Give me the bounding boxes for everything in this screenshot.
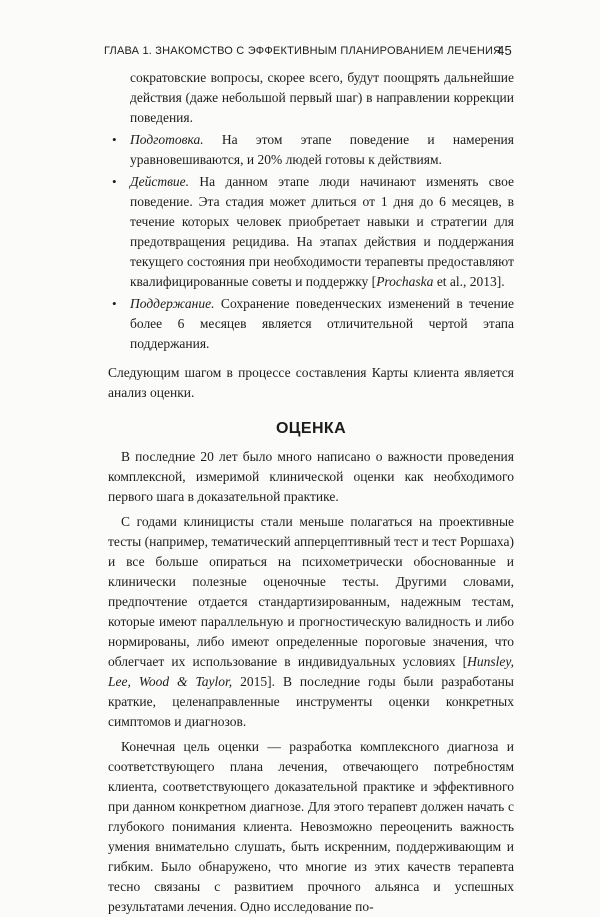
stage-term: Поддержание. [130,296,215,311]
continuation-text: сократовские вопросы, скорее всего, будут поощрять дальнейшие действия (даже небольшой первый шаг) в направлении коррекции поведения. [130,70,514,125]
paragraph-1: В последние 20 лет было много написано о важности проведения комплексной, измеримой клинической оценки как необходимого первого шага в доказательной практике. [108,449,514,504]
stage-term: Действие. [130,174,190,189]
next-step-paragraph: Следующим шагом в процессе составления Карты клиента является анализ оценки. [108,365,514,400]
list-item [108,130,514,170]
running-title: ГЛАВА 1. ЗНАКОМСТВО С ЭФФЕКТИВНЫМ ПЛАНИРОВАНИЕМ ЛЕЧЕНИЯ [104,45,502,57]
stage-text: Сохранение поведенческих изменений в течение более 6 месяцев является отличительной чертой этапа поддержания. [130,296,514,351]
paragraph-2 [108,512,514,732]
stage-text: На данном этапе люди начинают изменять свое поведение. Эта стадия может длиться от 1 дня до 6 месяцев, в течение которых человек приобретает навыки и стратегии для предотвращения рецидива. На этапах действия и поддержания текущего состояния при необходимости терапевты предоставляют квалифицированные советы и поддержку [ [130,174,514,289]
running-header [104,45,512,57]
section-heading: ОЦЕНКА [275,420,347,437]
citation-tail: et al., 2013]. [433,274,505,289]
paragraph-2-tail: 2015]. В последние годы были разработаны краткие, целенаправленные инструменты оценки конкретных симптомов и диагнозов. [108,674,514,729]
bullet-icon: • [112,174,117,189]
list-item [108,172,514,292]
bullet-icon: • [112,132,117,147]
stages-list [108,130,514,354]
page-body [108,68,514,917]
bullet-icon: • [112,296,117,311]
page-number: 45 [497,43,512,58]
list-item [108,294,514,354]
stage-term: Подготовка. [130,132,204,147]
citation-authors: Hunsley, Lee, Wood & Taylor, [108,654,514,689]
citation-author: Prochaska [376,274,434,289]
stage-text: На этом этапе поведение и намерения уравновешиваются, и 20% людей готовы к действиям. [130,132,514,167]
paragraph-3: Конечная цель оценки — разработка комплексного диагноза и соответствующего плана лечения, отвечающего потребностям клиента, соответствующего доказательной практике и эффективного при данном конкретном диагнозе. Для этого терапевт должен начать с глубокого понимания клиента. Невозможно переоценить важность умения внимательно слушать, быть искренним, поддерживающим и гибким. Было обнаружено, что многие из этих качеств терапевта тесно связаны с развитием прочного альянса и успешных результатами лечения. Одно исследование по- [108,739,514,914]
paragraph-2-text: С годами клиницисты стали меньше полагаться на проективные тесты (например, тематический апперцептивный тест и тест Роршаха) и все больше опираться на психометрически обоснованные и клинически полезные оценочные тесты. Другими словами, предпочтение отдается стандартизированным, надежным тестам, которые имеют параллельную и прогностическую валидность и либо нормированы, либо имеют определенные пороговые значения, что облегчает их использование в индивидуальных условиях [ [108,514,514,669]
